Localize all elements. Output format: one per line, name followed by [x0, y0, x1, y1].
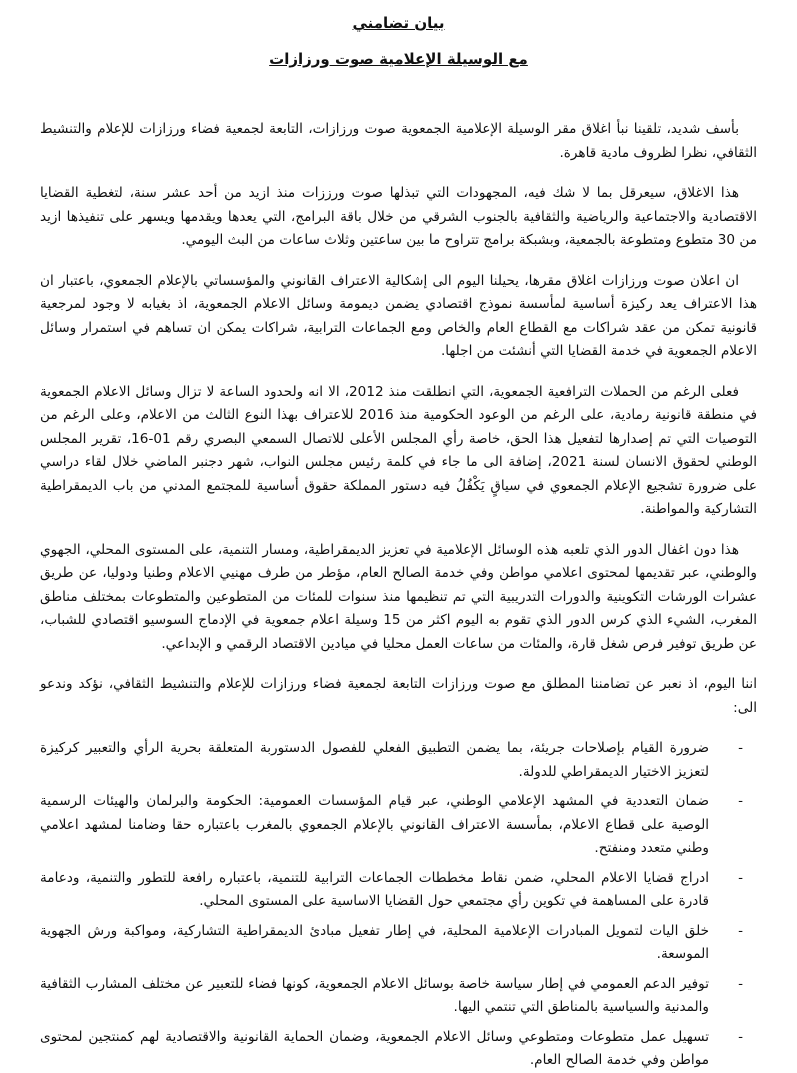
- paragraph-impact: هذا الاغلاق، سيعرقل بما لا شك فيه، المجهودات التي تبذلها صوت ورززات منذ ازيد من أحد عشر سنة، لتغطية القضايا الاقتصادية والاجتماعية والرياضية والثقافية بالجنوب الشرقي من خلال باقة البرامج، التي يعدها ويقدمها ويسهر على تنفيذها ازيد من 30 متطوع ومتطوعة بالجمعية، وبشبكة برامج تتراوح ما بين ساعتين وثلاث ساعات من البث اليومي.: [40, 185, 757, 248]
- bullet-dash: -: [738, 1028, 743, 1045]
- paragraph-closure-news: بأسف شديد، تلقينا نبأ اغلاق مقر الوسيلة الإعلامية الجمعوية صوت ورزازات، التابعة لجمعية فضاء ورزازات للإعلام والتنشيط الثقافي، نظرا لظروف مادية قاهرة.: [40, 121, 757, 161]
- demand-item: [40, 973, 757, 1020]
- demands-intro: اننا اليوم، اذ نعبر عن تضامننا المطلق مع صوت ورزازات التابعة لجمعية فضاء ورزازات للإعلام والتنشيط الثقافي، نؤكد وندعو الى:: [40, 676, 757, 716]
- document-subtitle: مع الوسيلة الإعلامية صوت ورزازات: [269, 50, 528, 68]
- demand-text: تسهيل عمل متطوعات ومتطوعي وسائل الاعلام الجمعوية، وضمان الحماية القانونية والاقتصادية لهم كمنتجين لمحتوى مواطن وفي خدمة الصالح العام.: [40, 1028, 709, 1068]
- bullet-dash: -: [738, 922, 743, 939]
- demands-list: [40, 737, 757, 1073]
- demand-text: ضمان التعددية في المشهد الإعلامي الوطني، عبر قيام المؤسسات العمومية: الحكومة والبرلمان والهيئات الرسمية الوصية على قطاع الاعلام، بمأسسة الاعتراف القانوني بالإعلام الجمعوي بالمغرب باعتباره حقا وضامنا لمشهد اعلامي وطني متعدد ومنفتح.: [40, 793, 709, 856]
- demand-text: ضرورة القيام بإصلاحات جريئة، بما يضمن التطبيق الفعلي للفصول الدستوربة المتعلقة بحرية الرأي والتعبير كركيزة لتعزيز الاختيار الديمقراطي للدولة.: [40, 740, 709, 780]
- bullet-dash: -: [738, 740, 743, 756]
- document-title: بيان تضامني: [352, 14, 445, 32]
- demand-text: توفير الدعم العمومي في إطار سياسة خاصة بوسائل الاعلام الجمعوية، كونها فضاء للتعبير عن مختلف المشارب الثقافية والمدنية والسياسية بالمناطق التي تنتمي اليها.: [40, 975, 709, 1015]
- demand-text: ادراج قضايا الاعلام المحلي، ضمن نقاط مخططات الجماعات الترابية للتنمية، باعتباره رافعة للتطور والتنمية، ودعامة قادرة على المساهمة في تكوين رأي مجتمعي حول القضايا الاساسية على المستوى المحلي.: [40, 869, 709, 909]
- demand-item: [40, 737, 757, 784]
- demand-text: خلق اليات لتمويل المبادرات الإعلامية المحلية، في إطار تفعيل مبادئ الديمقراطية التشاركية، ومواكبة ورش الجهوية الموسعة.: [40, 922, 709, 962]
- demand-item: [40, 920, 757, 967]
- title-spacer: [40, 70, 757, 118]
- demand-item: [40, 790, 757, 861]
- paragraph-role: هذا دون اغفال الدور الذي تلعبه هذه الوسائل الإعلامية في تعزيز الديمقراطية، ومسار التنمية، على المستوى المحلي، الجهوي والوطني، عبر تقديمها لمحتوى اعلامي مواطن وفي خدمة الصالح العام، مؤطر من طرف مهنيي الاعلام وطنيا ودوليا، عن طريق عشرات الورشات التكوينية والدورات التدريبية التي تم تنظيمها منذ سنوات للمئات من المتطوعين والمتطوعات بمختلف مناطق المغرب، الشيء الذي كرس الدور الذي تقوم به اليوم اكثر من 15 وسيلة اعلام جمعوية في الإدماج السوسيو اقتصادي للشباب، عن طريق توفير فرص شغل قارة، والمئات من ساعات العمل محليا في ميادين الاقتصاد الرقمي و الإبداعي.: [40, 541, 757, 652]
- paragraph-legal-recognition: ان اعلان صوت ورزازات اغلاق مقرها، يحيلنا اليوم الى إشكالية الاعتراف القانوني والمؤسساتي بالإعلام الجمعوي، باعتبار ان هذا الاعتراف يعد ركيزة أساسية لمأسسة نموذج اقتصادي يضمن ديمومة وسائل الاعلام الجمعوية، اذ بغيابه لا وجود لمرجعية قانونية تمكن من عقد شراكات مع القطاع العام والخاص ومع الجماعات الترابية، شراكات يمكن ان تساهم في استمرار وسائل الاعلام الجمعوية في خدمة القضايا التي أنشئت من اجلها.: [40, 272, 757, 359]
- paragraph-advocacy: فعلى الرغم من الحملات الترافعية الجمعوية، التي انطلقت منذ 2012، الا انه ولحدود الساعة لا تزال وسائل الاعلام الجمعوية في منطقة قانونية رمادية، على الرغم من الوعود الحكومية منذ 2016 للاعتراف بهذا النوع الثالث من الاعلام، وعلى الرغم من التوصيات التي تم إصدارها لتفعيل هذا الحق، خاصة رأي المجلس الأعلى للاتصال السمعي البصري رقم 01-16، تقرير المجلس الوطني لحقوق الانسان لسنة 2021، إضافة الى ما جاء في كلمة رئيس مجلس النواب، شهر دجنبر الماضي خلال لقاء دراسي على ضرورة تشجيع الإعلام الجمعوي في سياقٍ يَكْفُلُ فيه دستور المملكة حقوق أساسية للمجتمع المدني من باب الديمقراطية التشاركية والمواطنة.: [40, 383, 758, 517]
- demand-item: [40, 867, 757, 914]
- demand-item: [40, 1026, 757, 1073]
- bullet-dash: -: [738, 793, 743, 809]
- bullet-dash: -: [738, 869, 743, 886]
- bullet-dash: -: [738, 975, 743, 992]
